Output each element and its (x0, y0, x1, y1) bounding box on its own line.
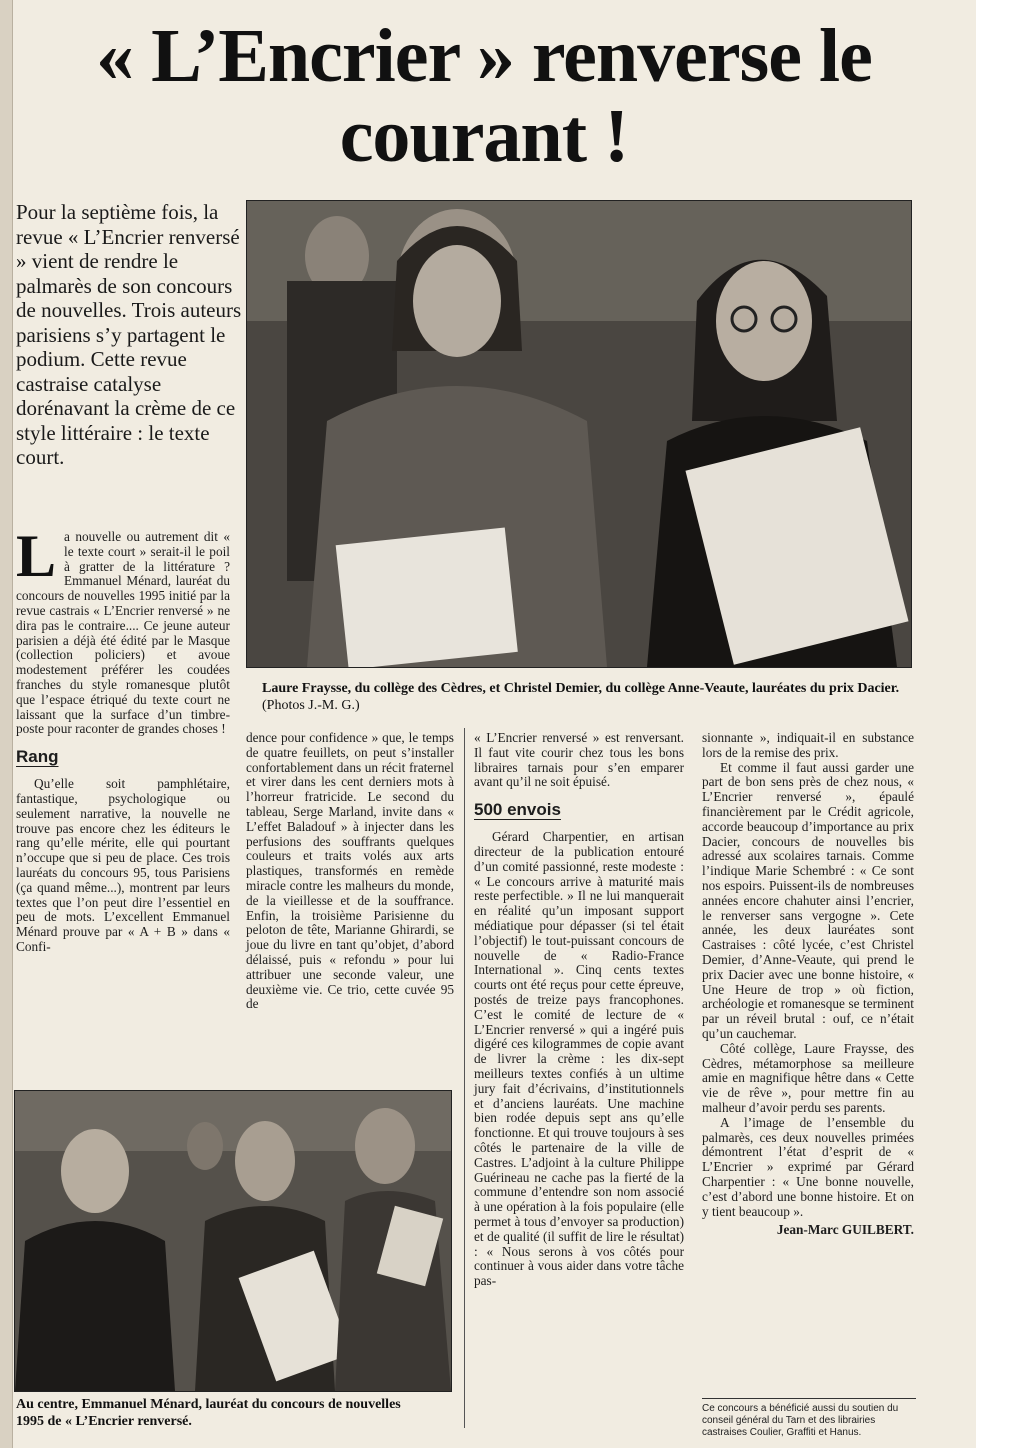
col4-paragraph-2: Et comme il faut aussi garder une part de bon sens près de chez nous, « L’Encrier renversé », épaulé financièrement par le Crédit agricole, accorde beaucoup d’importance au prix Dacier, concours de nouvelles bis adressé aux scolaires tarnais. Comme l’indique Marie Schembré : « Ce sont nos espoirs. Puissent-ils de nombreuses années encore chahuter ainsi l’encrier, le renverser sans vergogne ». Cete année, les deux lauréates sont Castraises : côté lycée, c’est Christel Demier, d’Anne-Veaute, qui prend le prix Dacier avec une bonne histoire, « Une Heure de trop » où fiction, archéologie et romanesque se terminent par un réveil brutal : ouf, ce n’était qu’un cauchemar. (702, 759, 914, 1041)
photo-emmanuel-menard (14, 1090, 452, 1392)
photo-caption-laureates (262, 680, 912, 714)
col4-paragraph-4: A l’image de l’ensemble du palmarès, ces deux nouvelles primées démontrent l’état d’esprit de « L’Encrier » exprimé par Gérard Charpentier : « Une bonne nouvelle, c’est d’abord une bonne histoire. Et on y tient beaucoup ». (702, 1114, 914, 1219)
col3-paragraph-2: Gérard Charpentier, en artisan directeur de la publication entouré d’un comité passionné, reste modeste : « Le concours arrive à maturité mais reste perfectible. » Il ne lui manquerait en réalité qu’un imposant support médiatique pour dépasser (si tel était l’objectif) le tout-puissant concours de nouvelle de « Radio-France International ». Cinq cents textes courts ont été reçus pour cette épreuve, postés de treize pays francophones. C’est le comité de lecture de « L’Encrier renversé » qui a ingéré puis digéré ces kilogrammes de copie avant de livrer la crème : les dix-sept meilleurs textes confiés à un ultime jury fait d’écrivains, d’institutionnels et d’anciens lauréats. Une machine bien rodée depuis sept ans qu’elle fonctionne. Et qui trouve toujours à ses côtés le partenaire de la ville de Castres. L’adjoint à la culture Philippe Guérineau ne cache pas la fierté de la commune d’entendre son nom associé à une opération à la fois populaire (elle permet à tous d’envoyer sa production) et de qualité (il suffit de lire le résultat) : « Nous serons à vos côtés pour continuer à vous aider dans votre tâche pas- (474, 829, 684, 1289)
byline: Jean-Marc GUILBERT. (776, 1222, 914, 1238)
paper-edge-left (0, 0, 13, 1448)
column-4 (702, 731, 914, 1238)
photo-credit: (Photos J.-M. G.) (262, 698, 360, 713)
col4-paragraph-3: Côté collège, Laure Fraysse, des Cèdres, métamorphose sa meilleure amie en magnifique hêtre dans « Cette vie de rêve », pour mettre fin au malheur d’avoir perdu ses parents. (702, 1040, 914, 1115)
photo-laureates-illustration (247, 201, 911, 667)
intro-text: a nouvelle ou autrement dit « le texte court » serait-il le poil à gratter de la littérature ? Emmanuel Ménard, lauréat du concours de nouvelles 1995 initié par la revue castrais « L’Encrier renversé » ne dira pas le contraire.... Ce jeune auteur parisien a déjà été édité par le Masque (collection policiers) et avoue modestement préférer les coudées franches du style romanesque plutôt que l’espace étriqué du texte court ne laissant que la surface d’un timbre-poste pour raconter de grandes choses ! (16, 529, 230, 737)
scan-margin-right (976, 0, 1024, 1448)
col3-paragraph-1: « L’Encrier renversé » est renversant. Il faut vite courir chez tous les bons libraires tarnais pour s’en emparer avant qu’il ne soit épuisé. (474, 730, 684, 790)
column-1 (16, 523, 230, 955)
column-rule (464, 728, 465, 1428)
column-3 (474, 731, 684, 1289)
caption-text: Laure Fraysse, du collège des Cèdres, et Christel Demier, du collège Anne-Veaute, lauréates du prix Dacier. (262, 681, 900, 696)
photo-laureates-dacier (246, 200, 912, 668)
lede-paragraph: Pour la septième fois, la revue « L’Encrier renversé » vient de rendre le palmarès de son concours de nouvelles. Trois auteurs parisiens s’y partagent le podium. Cette revue castraise catalyse dorénavant la crème de ce style littéraire : le texte court. (16, 200, 242, 469)
column-2 (246, 731, 454, 1012)
rang-paragraph: Qu’elle soit pamphlétaire, fantastique, psychologique ou seulement narrative, la nouvelle ne trouve pas encore chez les éditeurs le rang qu’elle mérite, elle qui pourtant n’occupe que si peu de place. Ces trois lauréats du concours 95, tous Parisiens (ça quand même...), montrent par leurs textes que l’on peut dire l’essentiel en peu de mots. L’excellent Emmanuel Ménard prouve par « A + B » dans « Confi- (16, 776, 230, 954)
subhead-rang: Rang (16, 747, 59, 767)
photo-caption-menard: Au centre, Emmanuel Ménard, lauréat du concours de nouvelles 1995 de « L’Encrier renversé. (16, 1397, 401, 1429)
footnote-sponsors: Ce concours a bénéficié aussi du soutien du conseil général du Tarn et des librairies castraises Coulier, Graffiti et Hanus. (702, 1398, 916, 1439)
intro-paragraph (16, 523, 230, 737)
subhead-500-envois: 500 envois (474, 800, 561, 820)
headline: « L’Encrier » renverse le courant ! (96, 14, 872, 178)
col4-paragraph-1: sionnante », indiquait-il en substance lors de la remise des prix. (702, 730, 914, 760)
photo-ceremony-illustration (15, 1091, 451, 1391)
dropcap-letter: L (16, 523, 57, 589)
col2-paragraph: dence pour confidence » que, le temps de quatre feuillets, on peut s’installer confortablement dans un récit fraternel et virer dans les cent derniers mots à l’horreur fratricide. Le second du tableau, Serge Marland, invite dans « L’effet Baladouf » à injecter dans les perfusions des souffrants quelques couleurs et traits volés aux arts plastiques, transformés en remède miracle contre les malheurs du monde, de la vieillesse et de la souffrance. Enfin, la troisième Parisienne du peloton de tête, Marianne Ghirardi, se joue du livre en tant qu’objet, d’abord délaissé, puis « refondu » pour lui attribuer une seconde valeur, une deuxième vie. Ce trio, cette cuvée 95 de (246, 730, 454, 1012)
